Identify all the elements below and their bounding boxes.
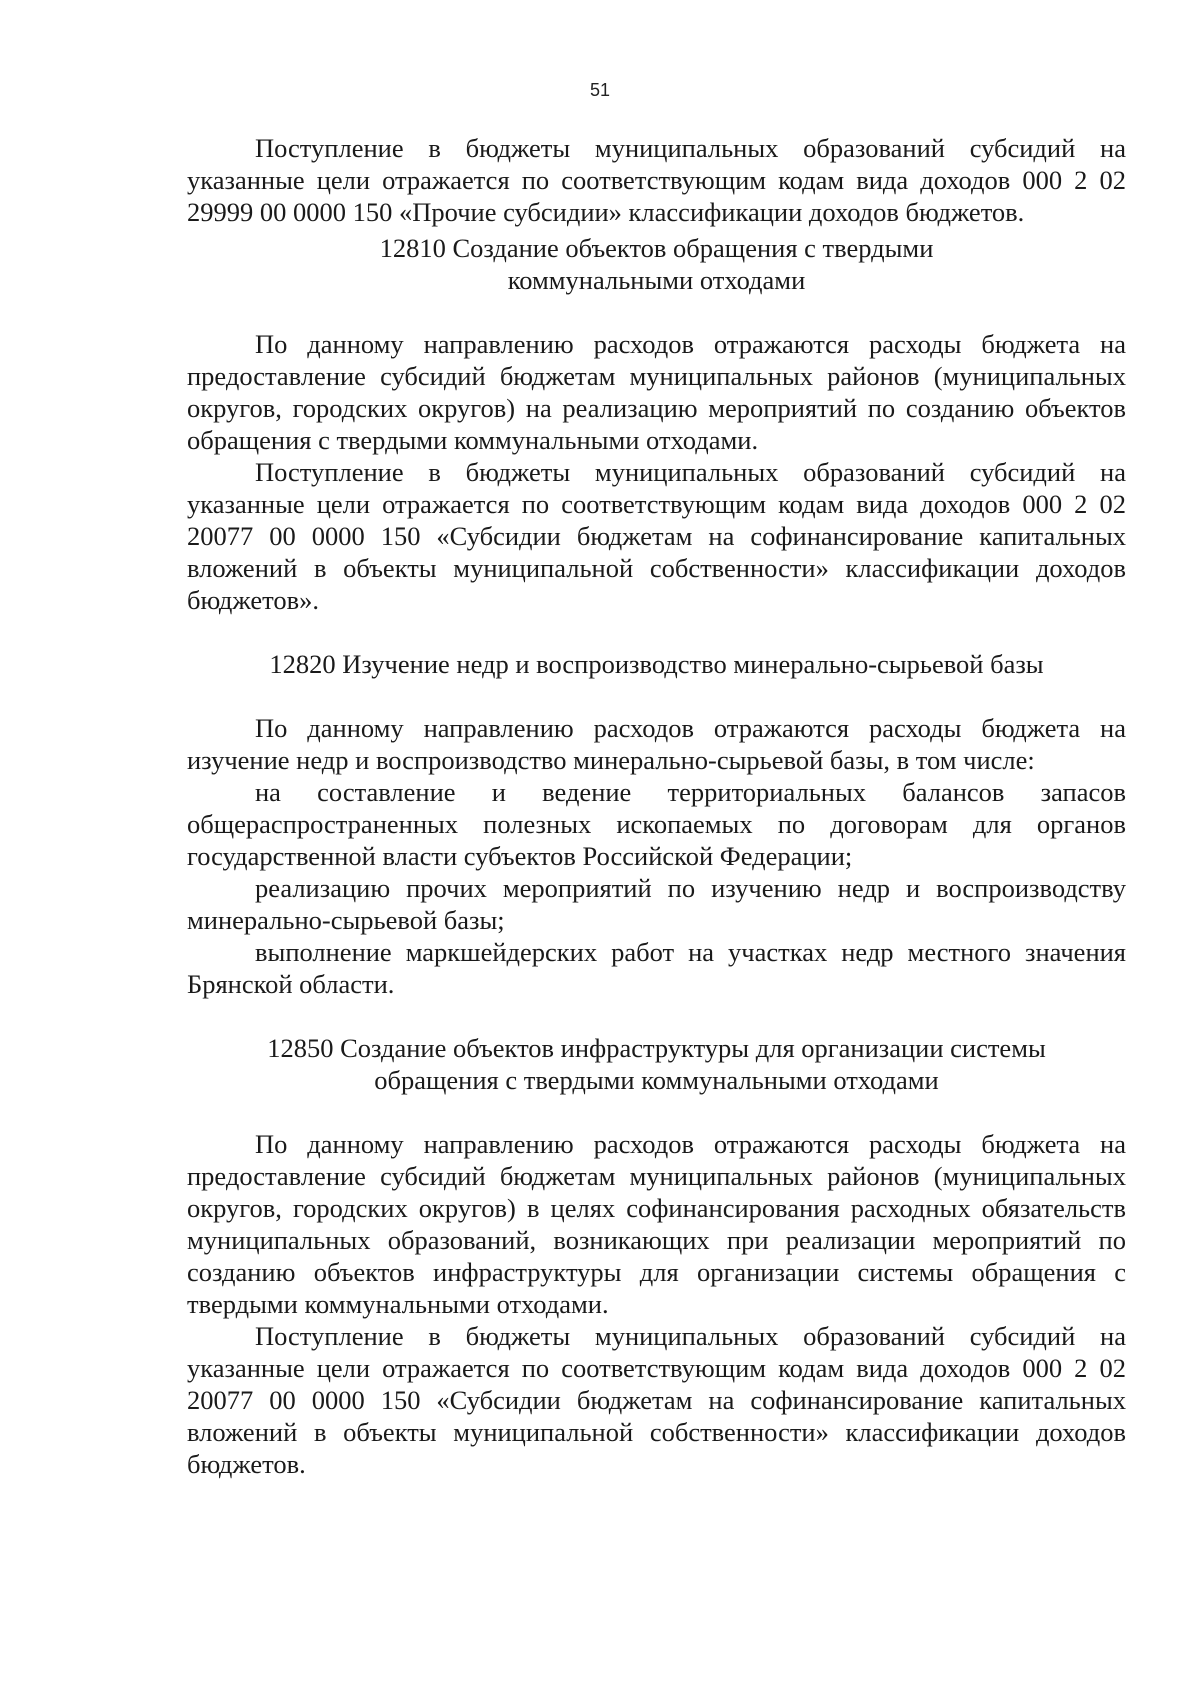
heading-line: обращения с твердыми коммунальными отходами xyxy=(374,1065,939,1095)
paragraph-12850-revenue: Поступление в бюджеты муниципальных образований субсидий на указанные цели отражается по соответствующим кодам вида доходов 000 2 02 20077 00 0000 150 «Субсидии бюджетам на софинансирование капитальных вложений в объекты муниципальной собственности» классификации доходов бюджетов. xyxy=(187,1321,1126,1479)
heading-line: 12820 Изучение недр и воспроизводство минерально-сырьевой базы xyxy=(269,649,1044,679)
paragraph-12820-item-survey: выполнение маркшейдерских работ на участках недр местного значения Брянской области. xyxy=(187,937,1126,999)
page-number: 51 xyxy=(589,80,611,100)
document-body xyxy=(187,132,1126,1480)
paragraph-12820-item-balances: на составление и ведение территориальных балансов запасов общераспространенных полезных ископаемых по договорам для органов государственной власти субъектов Российской Федерации; xyxy=(187,777,1126,871)
paragraph-12810-revenue: Поступление в бюджеты муниципальных образований субсидий на указанные цели отражается по соответствующим кодам вида доходов 000 2 02 20077 00 0000 150 «Субсидии бюджетам на софинансирование капитальных вложений в объекты муниципальной собственности» классификации доходов бюджетов». xyxy=(187,457,1126,615)
heading-line: 12850 Создание объектов инфраструктуры для организации системы xyxy=(267,1033,1046,1063)
heading-line: 12810 Создание объектов обращения с твердыми xyxy=(379,233,934,263)
section-heading-12810 xyxy=(187,232,1126,296)
paragraph-12820-item-other: реализацию прочих мероприятий по изучению недр и воспроизводству минерально-сырьевой базы; xyxy=(187,873,1126,935)
paragraph-revenue-other-subsidies: Поступление в бюджеты муниципальных образований субсидий на указанные цели отражается по соответствующим кодам вида доходов 000 2 02 29999 00 0000 150 «Прочие субсидии» классификации доходов бюджетов. xyxy=(187,133,1126,227)
section-heading-12850 xyxy=(187,1032,1126,1096)
paragraph-12810-expenses: По данному направлению расходов отражаются расходы бюджета на предоставление субсидий бюджетам муниципальных районов (муниципальных округов, городских округов) на реализацию мероприятий по созданию объектов обращения с твердыми коммунальными отходами. xyxy=(187,329,1126,455)
heading-line: коммунальными отходами xyxy=(507,265,806,295)
section-heading-12820 xyxy=(187,648,1126,680)
paragraph-12850-expenses: По данному направлению расходов отражаются расходы бюджета на предоставление субсидий бюджетам муниципальных районов (муниципальных округов, городских округов) в целях софинансирования расходных обязательств муниципальных образований, возникающих при реализации мероприятий по созданию объектов инфраструктуры для организации системы обращения с твердыми коммунальными отходами. xyxy=(187,1129,1126,1319)
paragraph-12820-expenses: По данному направлению расходов отражаются расходы бюджета на изучение недр и воспроизводство минерально-сырьевой базы, в том числе: xyxy=(187,713,1126,775)
